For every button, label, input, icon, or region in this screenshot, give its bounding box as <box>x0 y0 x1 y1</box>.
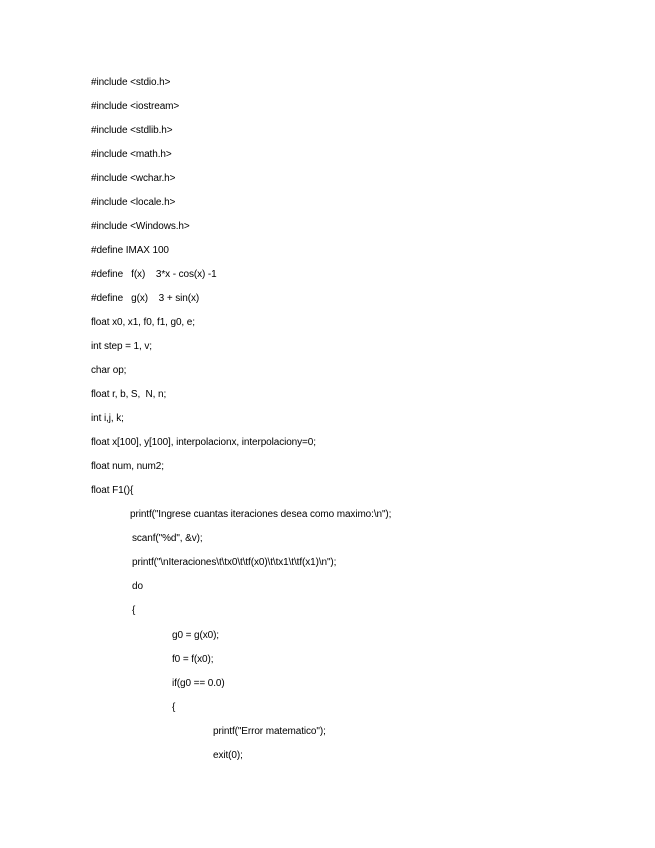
code-line-7: #include <Windows.h> <box>91 221 190 232</box>
code-line-15: int i,j, k; <box>91 413 124 424</box>
code-line-17: float num, num2; <box>91 461 164 472</box>
code-line-13: char op; <box>91 365 127 376</box>
code-line-24: g0 = g(x0); <box>172 630 219 641</box>
code-line-20: scanf("%d", &v); <box>132 533 203 544</box>
code-line-14: float r, b, S, N, n; <box>91 389 167 400</box>
code-line-5: #include <wchar.h> <box>91 173 176 184</box>
code-line-29: exit(0); <box>213 750 243 761</box>
code-line-19: printf("Ingrese cuantas iteraciones desea como maximo:\n"); <box>130 509 392 520</box>
code-line-3: #include <stdlib.h> <box>91 125 173 136</box>
code-line-26: if(g0 == 0.0) <box>172 678 225 689</box>
code-line-1: #include <stdio.h> <box>91 77 171 88</box>
code-line-22: do <box>132 581 143 592</box>
code-line-2: #include <iostream> <box>91 101 180 112</box>
code-line-4: #include <math.h> <box>91 149 172 160</box>
code-line-6: #include <locale.h> <box>91 197 176 208</box>
code-line-25: f0 = f(x0); <box>172 654 214 665</box>
code-line-9: #define f(x) 3*x - cos(x) -1 <box>91 269 217 280</box>
code-line-21: printf("\nIteraciones\t\tx0\t\tf(x0)\t\tx1\t\tf(x1)\n"); <box>132 557 337 568</box>
code-line-12: int step = 1, v; <box>91 341 152 352</box>
code-line-18: float F1(){ <box>91 485 134 496</box>
code-line-23: { <box>132 605 136 616</box>
code-line-27: { <box>172 702 176 713</box>
code-line-10: #define g(x) 3 + sin(x) <box>91 293 200 304</box>
code-line-16: float x[100], y[100], interpolacionx, interpolaciony=0; <box>91 437 316 448</box>
code-line-8: #define IMAX 100 <box>91 245 169 256</box>
code-line-11: float x0, x1, f0, f1, g0, e; <box>91 317 195 328</box>
code-line-28: printf("Error matematico"); <box>213 726 326 737</box>
